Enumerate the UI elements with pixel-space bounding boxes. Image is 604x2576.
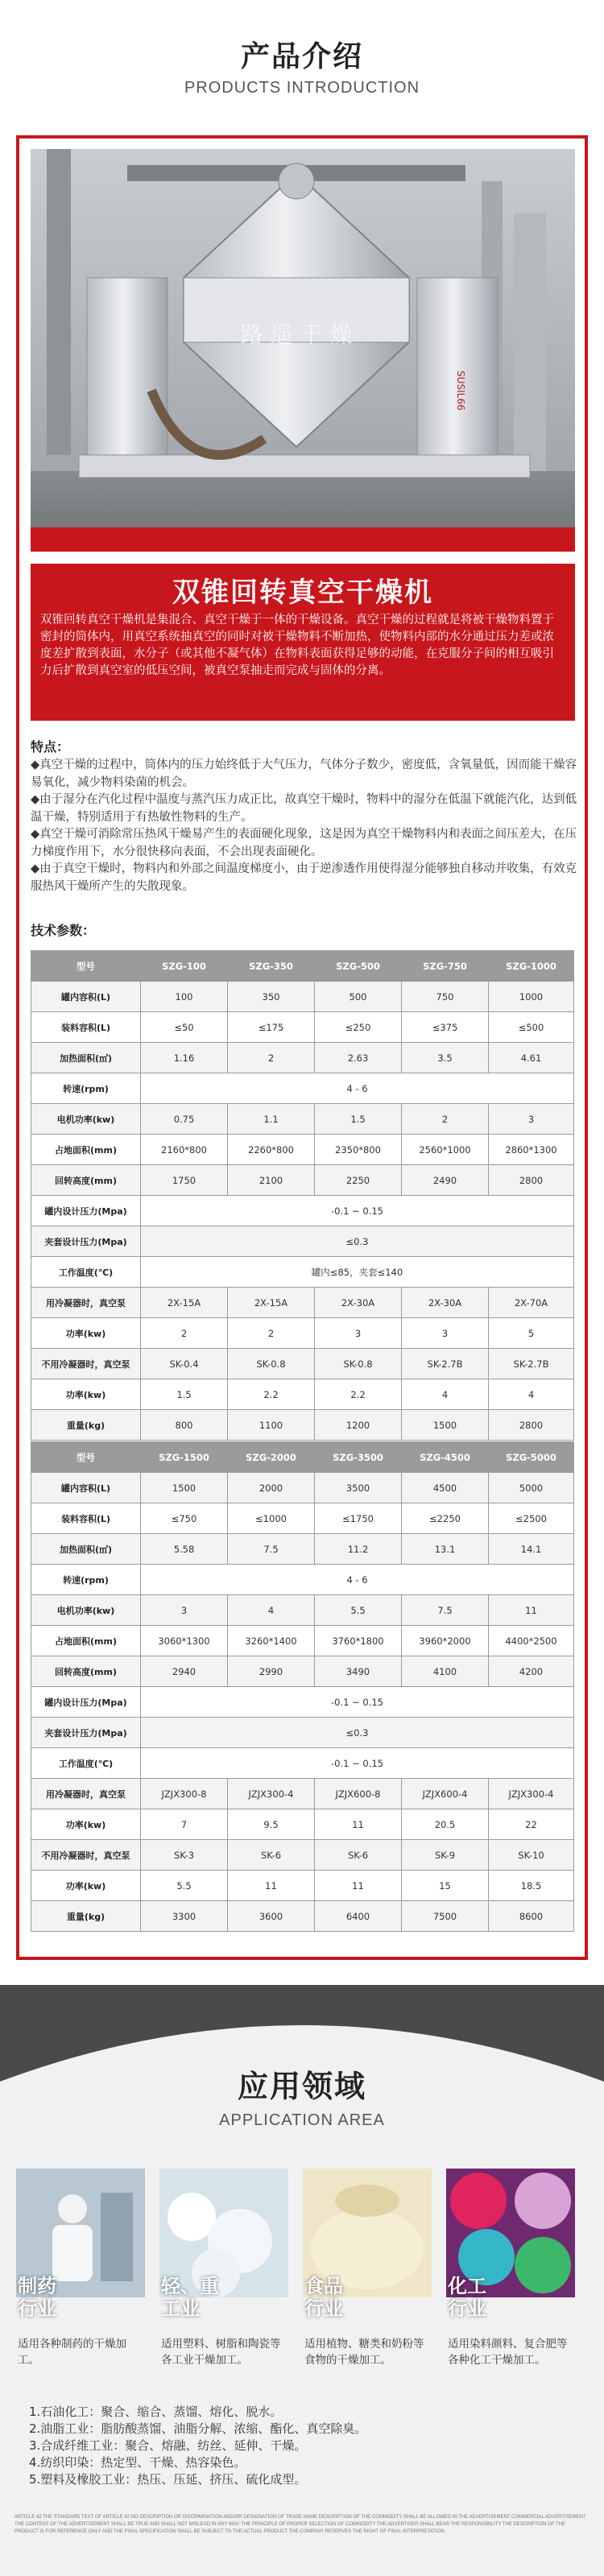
spec-cell: 1.5: [141, 1379, 228, 1410]
spec-row: [31, 1104, 574, 1135]
spec-cell: 2160*800: [141, 1135, 228, 1165]
spec-cell: 13.1: [402, 1534, 489, 1565]
spec-cell: JZJX600-8: [315, 1779, 402, 1809]
spec-row-label: 占地面积(mm): [31, 1135, 141, 1165]
spec-cell: SK-3: [141, 1840, 228, 1871]
spec-row: [31, 1687, 574, 1718]
spec-row: [31, 1257, 574, 1288]
usage-item: 1.石油化工：聚合、缩合、蒸馏、熔化、脱水。: [29, 2404, 283, 2419]
spec-cell: 4: [402, 1379, 489, 1410]
product-description: 双锥回转真空干燥机是集混合、真空干燥于一体的干燥设备。真空干燥的过程就是将被干燥物料置于密封的筒体内，用真空系统抽真空的同时对被干燥物料不断加热，使物料内部的水分通过压力差或浓度差扩散到表面，水分子（或其他不凝气体）在物料表面获得足够的动能，在克服分子间的相互吸引力后扩散到真空室的低压空间，被真空泵抽走而完成与固体的分离。: [40, 614, 554, 677]
spec-cell: 2X-15A: [141, 1288, 228, 1318]
spec-row: [31, 1809, 574, 1840]
spec-row-label: 占地面积(mm): [31, 1626, 141, 1656]
spec-cell: ≤50: [141, 1012, 228, 1043]
spec-cell: 7500: [402, 1901, 489, 1932]
spec-cell: 15: [402, 1871, 489, 1901]
spec-cell: 4: [489, 1379, 574, 1410]
card-desc: 适用各种制药的干燥加工。: [18, 2338, 126, 2367]
spec-cell: -0.1 ~ 0.15: [141, 1748, 574, 1779]
spec-row-label: 回转高度(mm): [31, 1656, 141, 1687]
spec-cell: 2260*800: [228, 1135, 315, 1165]
card-category: [161, 2275, 287, 2320]
spec-cell: 3600: [228, 1901, 315, 1932]
spec-cell: 3: [402, 1318, 489, 1349]
spec-row-label: 回转高度(mm): [31, 1165, 141, 1196]
spec-cell: 4500: [402, 1473, 489, 1503]
feature-item: ◆真空干燥可消除常压热风干燥易产生的表面硬化现象，这是因为真空干燥物料内和表面之间压差大，在压力梯度作用下，水分很快移向表面，不会出现表面硬化。: [31, 828, 577, 858]
card-category-text: 制药 行业: [18, 2275, 56, 2320]
spec-row-label: 转速(rpm): [31, 1565, 141, 1595]
spec-row-label: 工作温度(℃): [31, 1257, 141, 1288]
spec-cell: 3: [315, 1318, 402, 1349]
spec-cell: 3960*2000: [402, 1626, 489, 1656]
spec-cell: 2.2: [315, 1379, 402, 1410]
spec-cell: ≤175: [228, 1012, 315, 1043]
spec-cell: 1.16: [141, 1043, 228, 1073]
usage-item: 5.塑料及橡胶工业：热压、压延、挤压、硫化成型。: [29, 2472, 307, 2487]
spec-row: [31, 1318, 574, 1349]
spec-header-cell: SZG-100: [141, 951, 228, 982]
tech-params-title: 技术参数：: [31, 923, 96, 938]
spec-header-cell: SZG-1000: [489, 951, 574, 982]
spec-header-cell: SZG-1500: [141, 1442, 228, 1473]
usage-item: 2.油脂工业：脂肪酸蒸馏、油脂分解、浓缩、酯化、真空除臭。: [29, 2421, 367, 2436]
spec-cell: 1.5: [315, 1104, 402, 1135]
usage-list: [29, 2404, 577, 2488]
spec-cell: SK-0.8: [315, 1349, 402, 1379]
spec-cell: 2.63: [315, 1043, 402, 1073]
spec-header-cell: SZG-5000: [489, 1442, 574, 1473]
spec-header-row: [31, 951, 574, 982]
card-category: [448, 2275, 573, 2320]
spec-row: [31, 1718, 574, 1748]
spec-cell: 3260*1400: [228, 1626, 315, 1656]
features-list: [31, 757, 578, 895]
spec-cell: SK-0.8: [228, 1349, 315, 1379]
spec-cell: JZJX600-4: [402, 1779, 489, 1809]
spec-cell: 2800: [489, 1165, 574, 1196]
spec-row: [31, 1626, 574, 1656]
spec-row: [31, 1656, 574, 1687]
spec-row-label: 工作温度(℃): [31, 1748, 141, 1779]
spec-cell: 14.1: [489, 1534, 574, 1565]
spec-cell: 800: [141, 1410, 228, 1441]
spec-cell: 11: [228, 1871, 315, 1901]
spec-cell: 4.61: [489, 1043, 574, 1073]
spec-cell: 750: [402, 982, 489, 1012]
spec-row: [31, 1165, 574, 1196]
app-card-pharma: [16, 2169, 145, 2367]
spec-cell: 11.2: [315, 1534, 402, 1565]
spec-cell: SK-6: [315, 1840, 402, 1871]
spec-row: [31, 1565, 574, 1595]
spec-cell: 2X-30A: [402, 1288, 489, 1318]
spec-cell: 4400*2500: [489, 1626, 574, 1656]
spec-cell: 5000: [489, 1473, 574, 1503]
photo-watermark: 路 遥 干 燥: [240, 321, 353, 348]
spec-cell: 1750: [141, 1165, 228, 1196]
spec-cell: 2560*1000: [402, 1135, 489, 1165]
spec-row-label: 加热面积(㎡): [31, 1534, 141, 1565]
spec-header-cell: 型号: [31, 1442, 141, 1473]
spec-header-cell: SZG-3500: [315, 1442, 402, 1473]
spec-cell: 5.58: [141, 1534, 228, 1565]
product-photo: [31, 149, 575, 552]
spec-row: [31, 1135, 574, 1165]
spec-row-label: 功率(kw): [31, 1871, 141, 1901]
spec-row: [31, 1073, 574, 1104]
spec-table-2: [31, 1441, 574, 1932]
spec-cell: ≤1750: [315, 1503, 402, 1534]
spec-header-cell: SZG-4500: [402, 1442, 489, 1473]
spec-header-cell: SZG-350: [228, 951, 315, 982]
spec-cell: 2: [141, 1318, 228, 1349]
spec-row-label: 重量(kg): [31, 1410, 141, 1441]
app-card-chemical: [446, 2169, 575, 2367]
spec-cell: 4 - 6: [141, 1565, 574, 1595]
feature-item: ◆由于真空干燥时，物料内和外部之间温度梯度小，由于逆渗透作用使得湿分能够独自移动并收集，有效克服热风干燥所产生的失散现象。: [31, 862, 577, 893]
usage-item: 4.纺织印染：热定型、干燥、热容染色。: [29, 2455, 246, 2470]
spec-row-label: 电机功率(kw): [31, 1595, 141, 1626]
spec-row-label: 功率(kw): [31, 1379, 141, 1410]
spec-row-label: 功率(kw): [31, 1809, 141, 1840]
spec-row-label: 装料容积(L): [31, 1503, 141, 1534]
spec-row-label: 加热面积(㎡): [31, 1043, 141, 1073]
spec-cell: 4 - 6: [141, 1073, 574, 1104]
spec-cell: 1.1: [228, 1104, 315, 1135]
spec-cell: 3760*1800: [315, 1626, 402, 1656]
card-category: [304, 2275, 430, 2320]
spec-row: [31, 1012, 574, 1043]
spec-cell: SK-6: [228, 1840, 315, 1871]
spec-cell: 7: [141, 1809, 228, 1840]
spec-cell: 2X-15A: [228, 1288, 315, 1318]
spec-cell: JZJX300-4: [489, 1779, 574, 1809]
card-category-text: 食品 行业: [304, 2275, 343, 2320]
card-desc: 适用植物、糖类和奶粉等食物的干燥加工。: [304, 2338, 424, 2367]
spec-cell: 4200: [489, 1656, 574, 1687]
spec-cell: 2990: [228, 1656, 315, 1687]
usage-item: 3.合成纤维工业：聚合、熔融、纺丝、延伸、干燥。: [29, 2438, 307, 2453]
spec-row-label: 用冷凝器时，真空泵: [31, 1288, 141, 1318]
spec-cell: ≤1000: [228, 1503, 315, 1534]
spec-cell: 5.5: [141, 1871, 228, 1901]
features-title: 特点：: [31, 739, 70, 755]
application-subtitle: APPLICATION AREA: [219, 2111, 385, 2129]
spec-row: [31, 1595, 574, 1626]
spec-cell: 1200: [315, 1410, 402, 1441]
spec-cell: ≤0.3: [141, 1718, 574, 1748]
spec-row-label: 电机功率(kw): [31, 1104, 141, 1135]
intro-subtitle: PRODUCTS INTRODUCTION: [184, 79, 420, 97]
spec-cell: 4: [228, 1595, 315, 1626]
spec-row: [31, 1288, 574, 1318]
spec-row-label: 不用冷凝器时，真空泵: [31, 1349, 141, 1379]
spec-cell: 3500: [315, 1473, 402, 1503]
machine-plate: SUSIL66: [455, 370, 466, 411]
spec-cell: 2000: [228, 1473, 315, 1503]
spec-row: [31, 1196, 574, 1226]
app-card-food: [303, 2169, 432, 2367]
spec-cell: ≤375: [402, 1012, 489, 1043]
spec-cell: -0.1 ~ 0.15: [141, 1687, 574, 1718]
spec-row: [31, 1226, 574, 1257]
spec-cell: 3060*1300: [141, 1626, 228, 1656]
spec-cell: 1500: [402, 1410, 489, 1441]
spec-row: [31, 1410, 574, 1441]
spec-row-label: 罐内容积(L): [31, 982, 141, 1012]
spec-cell: 2940: [141, 1656, 228, 1687]
spec-row: [31, 1534, 574, 1565]
spec-cell: 350: [228, 982, 315, 1012]
spec-cell: 11: [315, 1871, 402, 1901]
spec-row: [31, 1473, 574, 1503]
spec-cell: 11: [315, 1809, 402, 1840]
spec-cell: 1500: [141, 1473, 228, 1503]
spec-cell: 100: [141, 982, 228, 1012]
spec-cell: 3490: [315, 1656, 402, 1687]
spec-cell: 5.5: [315, 1595, 402, 1626]
card-desc: 适用塑料、树脂和陶瓷等各工业干燥加工。: [161, 2338, 281, 2367]
spec-cell: 1000: [489, 982, 574, 1012]
spec-cell: 罐内≤85，夹套≤140: [141, 1257, 574, 1288]
machine-illustration: [31, 149, 575, 552]
spec-cell: JZJX300-8: [141, 1779, 228, 1809]
spec-cell: 4100: [402, 1656, 489, 1687]
feature-item: ◆由于湿分在汽化过程中温度与蒸汽压力成正比，故真空干燥时，物料中的湿分在低温下就能汽化，达到低温干燥，特别适用于有热敏性物料的生产。: [31, 793, 577, 824]
spec-cell: 3: [141, 1595, 228, 1626]
card-desc: 适用染料颜料、复合肥等各种化工干燥加工。: [448, 2338, 568, 2367]
spec-cell: 2800: [489, 1410, 574, 1441]
spec-header-row: [31, 1442, 574, 1473]
spec-cell: 18.5: [489, 1871, 574, 1901]
spec-cell: 0.75: [141, 1104, 228, 1135]
spec-cell: 2X-30A: [315, 1288, 402, 1318]
spec-header-cell: SZG-2000: [228, 1442, 315, 1473]
spec-cell: 9.5: [228, 1809, 315, 1840]
spec-row-label: 不用冷凝器时，真空泵: [31, 1840, 141, 1871]
spec-row-label: 夹套设计压力(Mpa): [31, 1718, 141, 1748]
spec-row-label: 转速(rpm): [31, 1073, 141, 1104]
spec-cell: ≤500: [489, 1012, 574, 1043]
spec-cell: 2.2: [228, 1379, 315, 1410]
product-name: 双锥回转真空干燥机: [172, 577, 433, 609]
spec-cell: 11: [489, 1595, 574, 1626]
spec-row-label: 装料容积(L): [31, 1012, 141, 1043]
intro-title: 产品介绍: [240, 40, 363, 73]
spec-header-cell: SZG-750: [402, 951, 489, 982]
spec-cell: 20.5: [402, 1809, 489, 1840]
spec-cell: 1100: [228, 1410, 315, 1441]
spec-header-cell: 型号: [31, 951, 141, 982]
spec-row: [31, 1043, 574, 1073]
spec-cell: 2490: [402, 1165, 489, 1196]
card-category-text: 化工 行业: [448, 2275, 486, 2320]
spec-row: [31, 1779, 574, 1809]
spec-cell: ≤2250: [402, 1503, 489, 1534]
spec-cell: ≤0.3: [141, 1226, 574, 1257]
spec-cell: 6400: [315, 1901, 402, 1932]
spec-cell: 7.5: [228, 1534, 315, 1565]
spec-cell: ≤2500: [489, 1503, 574, 1534]
disclaimer-text: ARTICLE 42 THE STANDARD TEXT OF ARTICLE 42 NO DESCRIPTION OR DISCRIMINATION AND/OR DESIGNATION OF TRADE NAME DESCRIPTION OF THE COMMODITY SHALL BE ALLOWED IN THE ADVERTISEMENT COMMERCIAL ADVERTISEMENT THE CONTENT OF THE ADVERTISEMENT SHALL BE TRUE AND SHALL NOT MISLEAD IN ANY WAY. THE PRINCIPLE OF PROPER SELECTION OF COMMODITY THE ADVERTISER SHALL BEAR THE RESPONSIBILITY THE DESCRIPTION OF THE PRODUCT IS FOR REFERENCE ONLY AND THE FINAL SPECIFICATION SHALL BE SUBJECT TO THE ACTUAL PRODUCT THE COMPANY RESERVES THE RIGHT OF FINAL INTERPRETATION.: [14, 2515, 586, 2534]
spec-cell: SK-0.4: [141, 1349, 228, 1379]
spec-cell: SK-10: [489, 1840, 574, 1871]
spec-cell: SK-2.7B: [402, 1349, 489, 1379]
spec-row: [31, 1503, 574, 1534]
spec-row-label: 用冷凝器时，真空泵: [31, 1779, 141, 1809]
intro-header: [0, 0, 604, 113]
card-category: [18, 2275, 143, 2320]
spec-cell: 22: [489, 1809, 574, 1840]
spec-cell: 3: [489, 1104, 574, 1135]
spec-cell: 2: [402, 1104, 489, 1135]
spec-cell: 2250: [315, 1165, 402, 1196]
spec-cell: 3300: [141, 1901, 228, 1932]
spec-header-cell: SZG-500: [315, 951, 402, 982]
spec-row-label: 功率(kw): [31, 1318, 141, 1349]
spec-table-1: [31, 950, 574, 1441]
spec-row-label: 夹套设计压力(Mpa): [31, 1226, 141, 1257]
spec-row: [31, 1379, 574, 1410]
spec-cell: 3.5: [402, 1043, 489, 1073]
spec-cell: 8600: [489, 1901, 574, 1932]
spec-cell: 2860*1300: [489, 1135, 574, 1165]
card-category-text: 轻、重 工业: [161, 2275, 219, 2320]
spec-cell: -0.1 ~ 0.15: [141, 1196, 574, 1226]
spec-row: [31, 1748, 574, 1779]
spec-cell: SK-2.7B: [489, 1349, 574, 1379]
spec-row: [31, 1840, 574, 1871]
spec-row-label: 重量(kg): [31, 1901, 141, 1932]
spec-cell: SK-9: [402, 1840, 489, 1871]
app-card-industry: [159, 2169, 288, 2367]
spec-row: [31, 982, 574, 1012]
spec-cell: 2350*800: [315, 1135, 402, 1165]
spec-cell: JZJX300-4: [228, 1779, 315, 1809]
spec-cell: ≤750: [141, 1503, 228, 1534]
spec-row: [31, 1871, 574, 1901]
spec-row: [31, 1349, 574, 1379]
spec-cell: 2100: [228, 1165, 315, 1196]
feature-item: ◆真空干燥的过程中，筒体内的压力始终低于大气压力，气体分子数少，密度低，含氧量低，因而能干燥容易氧化，减少物料染菌的机会。: [31, 759, 577, 789]
spec-cell: 2: [228, 1043, 315, 1073]
spec-cell: 2: [228, 1318, 315, 1349]
spec-cell: 2X-70A: [489, 1288, 574, 1318]
application-title: 应用领域: [237, 2069, 366, 2104]
spec-row-label: 罐内容积(L): [31, 1473, 141, 1503]
spec-cell: ≤250: [315, 1012, 402, 1043]
spec-cell: 7.5: [402, 1595, 489, 1626]
spec-row: [31, 1901, 574, 1932]
spec-row-label: 罐内设计压力(Mpa): [31, 1687, 141, 1718]
spec-row-label: 罐内设计压力(Mpa): [31, 1196, 141, 1226]
spec-cell: 500: [315, 982, 402, 1012]
spec-cell: 5: [489, 1318, 574, 1349]
